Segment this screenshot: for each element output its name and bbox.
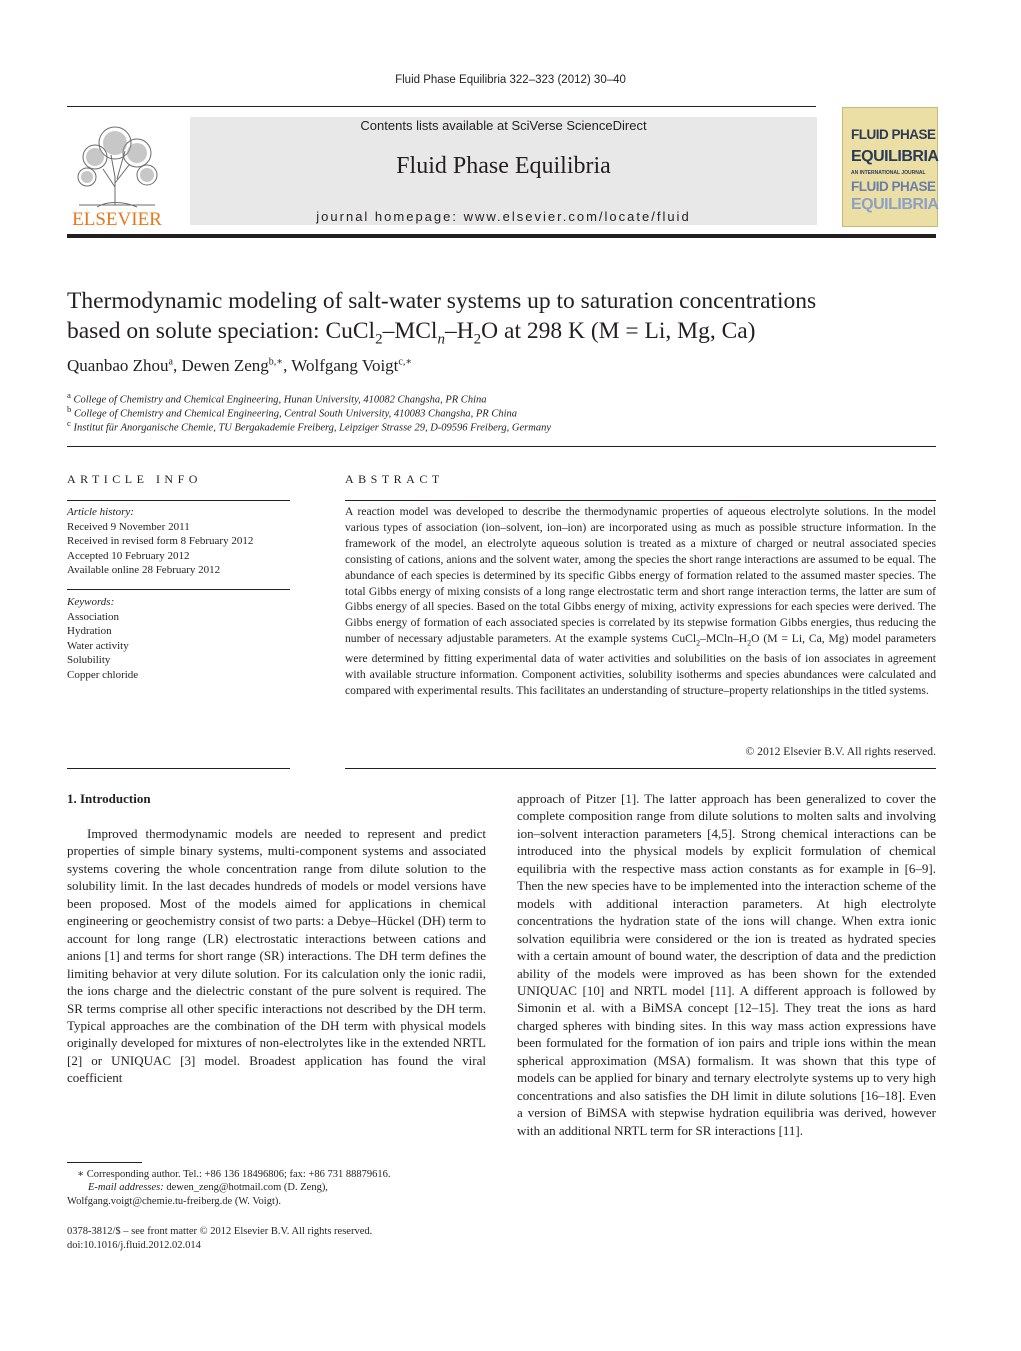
elsevier-logo[interactable] — [67, 117, 167, 229]
author-mark[interactable]: c,∗ — [398, 356, 413, 368]
article-history: Article history: Received 9 November 2011 Received in revised form 8 February 2012 Accepted 10 February 2012 Available online 28 February 2012 — [67, 505, 292, 578]
author-mark[interactable]: b,∗ — [268, 356, 284, 368]
journal-citation: Fluid Phase Equilibria 322–323 (2012) 30–40 — [395, 74, 626, 86]
affiliation: $^b$ College of Chemistry and Chemical Engineering, Central South University, 410083 Changsha, PR China — [67, 404, 518, 420]
homepage-prefix: journal homepage: — [316, 209, 464, 224]
article-info-heading: ARTICLE INFO — [67, 472, 202, 486]
keyword: Solubility — [67, 654, 111, 666]
author-name[interactable]: Dewen Zeng — [181, 356, 269, 375]
header-thick-rule — [67, 234, 936, 238]
cover-line-5: EQUILIBRIA — [851, 196, 939, 213]
cover-line-2: EQUILIBRIA — [851, 148, 939, 165]
history-item: Received 9 November 2011 — [67, 520, 190, 533]
homepage-link[interactable]: www.elsevier.com/locate/fluid — [463, 209, 691, 224]
journal-cover-thumbnail[interactable] — [842, 107, 938, 227]
history-item: Received in revised form 8 February 2012 — [67, 535, 254, 547]
article-title — [67, 286, 937, 355]
contents-line — [190, 118, 817, 133]
abstract-bottom-rule — [345, 768, 936, 769]
abstract-text: A reaction model was developed to describe the thermodynamic properties of aqueous electrolyte solutions. In the model various types of association (ion–solvent, ion–ion) are incorporated using as much as possible structure information. In the framework of the model, an electrolyte aqueous solution is treated as a mixture of charged or neutral associated species consisting of cations, anions and the solvent water, among the species the short range interactions are assumed to be equal. The abundance of each species is determined by its specific Gibbs energy of formation related to the assumed master species. The total Gibbs energy of mixing consists of a long range electrostatic term and short range interaction terms, the latter are sum of Gibbs energy of all species. Based on the total Gibbs energy of mixing, activity expressions for each species were derived. The Gibbs energy of formation of each associated species is correlated by its stepwise formation Gibbs energies, thus reducing the number of necessary adjustable parameters. At the example systems $CuCl_2-MCln-H_2O$ (M = Li, Ca, Mg) model parameters were determined by fitting experimental data of water activities and solubilities on the basis of ion associates in agreement with available structure information. Component activities, solubility isotherms and species abundances were calculated and compared with experimental results. This facilitates an understanding of structure–property relationships in the titled systems. — [345, 505, 936, 698]
title-line-1: Thermodynamic modeling of salt-water systems up to saturation concentrations — [67, 288, 817, 314]
keyword: Association — [67, 610, 119, 623]
journal-name: Fluid Phase Equilibria — [396, 153, 611, 179]
author-name[interactable]: Wolfgang Voigt — [291, 356, 399, 375]
abstract-heading: ABSTRACT — [345, 472, 444, 486]
elsevier-wordmark: ELSEVIER — [72, 209, 162, 230]
email-addresses: E-mail addresses: dewen_zeng@hotmail.com (D. Zeng), — [88, 1182, 328, 1193]
intro-column-1: Improved thermodynamic models are needed to represent and predict properties of simple binary systems, multi-component systems and associated systems covering the whole concentration range from dilute solution to the solubility limit. In the last decades hundreds of models or model versions have been proposed. Most of the models aimed for applications in chemical engineering or geochemistry consist of two parts: a Debye–Hückel (DH) term to account for long range (LR) electrostatic interactions between cations and anions [1] and terms for short range (SR) interactions. The DH term defines the limiting behavior at very dilute solution. For its calculation only the ionic radii, the ions charge and the dielectric constant of the pure solvent is required. The SR terms comprise all other specific interactions not described by the DH term. Typical approaches are the combination of the DH term with physical models originally developed for mixtures of non-electrolytes like in the extended NRTL [2] or UNIQUAC [3] model. Broadest application has found the viral coefficient — [67, 826, 486, 1086]
cover-line-4: FLUID PHASE — [851, 179, 936, 194]
keyword: Hydration — [67, 625, 112, 637]
title-line-2: based on solute speciation: $CuCl_2-MCl_n-H_2O$ at 298 K (M = Li, Mg, Ca) — [67, 318, 756, 348]
abstract-copyright: © 2012 Elsevier B.V. All rights reserved. — [745, 745, 936, 758]
abstract-rule — [345, 500, 936, 501]
cover-line-3: AN INTERNATIONAL JOURNAL — [851, 170, 926, 176]
cover-line-1: FLUID PHASE — [851, 127, 936, 142]
footnote-rule — [67, 1162, 142, 1163]
sciencedirect-link[interactable]: SciVerse ScienceDirect — [511, 118, 647, 133]
author-list: Quanbao Zhou$^a$, Dewen Zeng$^{b,∗}$, Wolfgang Voigt$^{c,∗}$ — [67, 356, 413, 375]
history-item: Accepted 10 February 2012 — [67, 549, 190, 562]
author-mark[interactable]: a — [168, 356, 173, 368]
email-link[interactable]: dewen_zeng@hotmail.com (D. Zeng), — [163, 1182, 328, 1193]
author-name[interactable]: Quanbao Zhou — [67, 356, 169, 375]
journal-homepage — [190, 209, 817, 224]
intro-column-2: approach of Pitzer [1]. The latter approach has been generalized to cover the complete composition range from dilute solutions to molten salts and involving ion–solvent interaction parameters [4,5]. Strong chemical interactions can be introduced into the physical models by explicit formulation of chemical equilibria with the respective mass action constants as for example in [6–9]. Then the new species have to be implemented into the interaction scheme of the models with additional interaction parameters. At high electrolyte concentrations the hydration state of the ions will change. When extra ionic solvation equilibria were considered or the ion is treated as hydrated species with a certain amount of bound water, the description of data and the prediction ability of the models were improved as has been shown for the extended UNIQUAC [10] and NRTL model [11]. A different approach is followed by Simonin et al. with a BiMSA concept [12–15]. They treat the ions as hard charged spheres with binding sites. In this way mass action expressions have been formulated for the formation of ion pairs and triple ions within the mean spherical approximation (MSA) formalism. It was shown that this type of models can be applied for binary and ternary electrolyte systems up to very high concentrations and also satisfies the DH limit in dilute solutions [16–18]. Even a version of BiMSA with stepwise hydration equilibria was derived, however with an additional NRTL term for SR interactions [11]. — [517, 791, 936, 1138]
keyword: Copper chloride — [67, 668, 139, 681]
affiliation: $^a$ College of Chemistry and Chemical Engineering, Hunan University, 410082 Changsha, PR China — [67, 390, 487, 406]
section-heading-introduction: 1. Introduction — [67, 791, 151, 806]
header-rule — [67, 106, 816, 107]
article-info-rule — [67, 500, 290, 501]
affiliation-rule — [67, 446, 936, 447]
corresponding-author-note: ∗ Corresponding author. Tel.: +86 136 18496806; fax: +86 731 88879616. — [77, 1169, 391, 1180]
article-info-bottom-rule — [67, 768, 290, 769]
issn-line: 0378-3812/$ – see front matter © 2012 Elsevier B.V. All rights reserved. — [67, 1226, 373, 1237]
keywords-rule — [67, 589, 290, 590]
affiliation: $^c$ Institut für Anorganische Chemie, TU Bergakademie Freiberg, Leipziger Strasse 29, D-09596 Freiberg, Germany — [67, 418, 552, 434]
contents-prefix: Contents lists available at — [360, 118, 512, 133]
keyword: Water activity — [67, 639, 129, 652]
doi-link[interactable]: doi:10.1016/j.fluid.2012.02.014 — [67, 1240, 201, 1251]
email-link[interactable]: Wolfgang.voigt@chemie.tu-freiberg.de (W. Voigt). — [67, 1196, 282, 1207]
history-item: Available online 28 February 2012 — [67, 564, 221, 576]
keywords: Keywords: Association Hydration Water activity Solubility Copper chloride — [67, 595, 292, 682]
